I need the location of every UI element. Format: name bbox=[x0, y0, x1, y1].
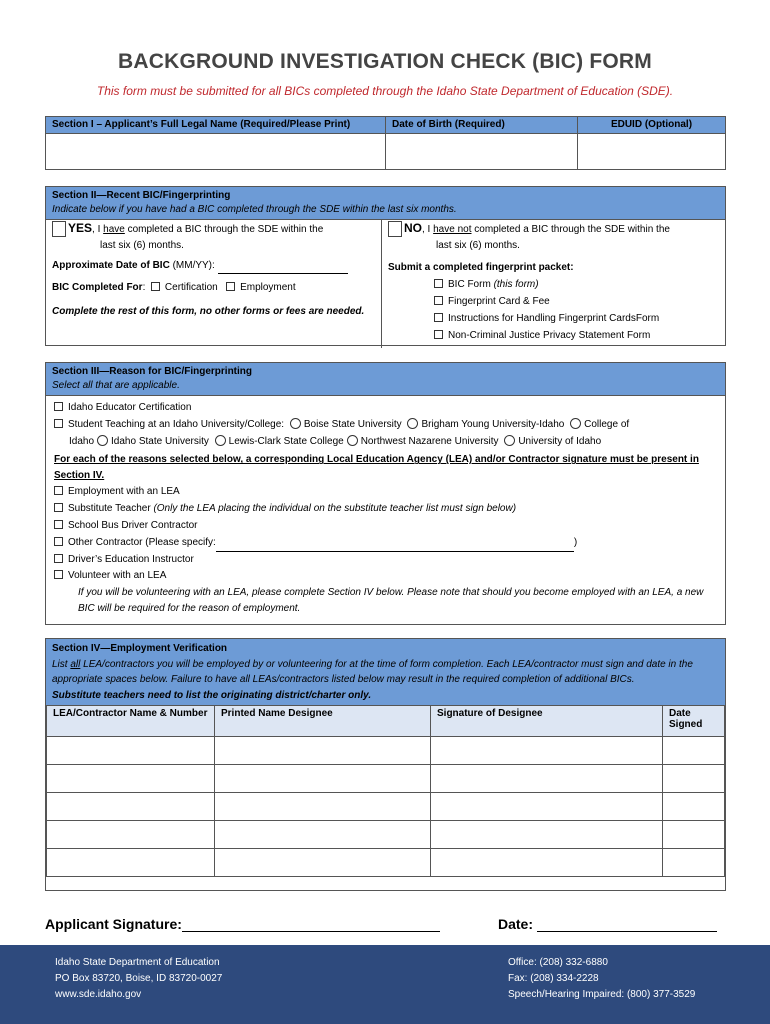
table-cell[interactable] bbox=[47, 765, 215, 793]
signature-date bbox=[498, 916, 717, 932]
table-cell[interactable] bbox=[663, 793, 725, 821]
table-cell[interactable] bbox=[215, 821, 431, 849]
section-4-header bbox=[46, 639, 725, 705]
yes-label: YES bbox=[68, 221, 93, 235]
yes-text: completed a BIC through the SDE within the bbox=[124, 224, 324, 235]
packet-item-bic-form bbox=[434, 276, 719, 293]
volunteer-checkbox[interactable] bbox=[54, 570, 63, 579]
table-cell[interactable] bbox=[431, 737, 663, 765]
eduid-header: EDUID (Optional) bbox=[578, 117, 725, 134]
table-cell[interactable] bbox=[663, 849, 725, 877]
other-contractor-label: Other Contractor (Please specify: bbox=[68, 536, 216, 548]
legal-name-column bbox=[46, 117, 386, 169]
verification-table bbox=[46, 705, 725, 877]
dob-header: Date of Birth (Required) bbox=[386, 117, 577, 134]
student-teaching-label: Student Teaching at an Idaho University/College: bbox=[68, 418, 285, 430]
college-label: College of bbox=[584, 418, 630, 430]
college-label: University of Idaho bbox=[518, 435, 602, 447]
employment-lea-checkbox[interactable] bbox=[54, 486, 63, 495]
packet-item-label: BIC Form bbox=[448, 279, 491, 290]
boise-state-radio[interactable] bbox=[290, 418, 301, 429]
substitute-teacher-checkbox[interactable] bbox=[54, 503, 63, 512]
section-3 bbox=[45, 362, 726, 625]
certification-label: Certification bbox=[164, 282, 218, 293]
signature-date-field[interactable] bbox=[537, 916, 717, 932]
applicant-signature-label: Applicant Signature: bbox=[45, 916, 182, 932]
university-of-idaho-radio[interactable] bbox=[504, 435, 515, 446]
volunteer-note: If you will be volunteering with an LEA, please complete Section IV below. Please note that should you become employed with an LEA, a new BIC will be required for the reason of employment. bbox=[78, 587, 704, 615]
northwest-nazarene-radio[interactable] bbox=[347, 435, 358, 446]
packet-item-label: Non-Criminal Justice Privacy Statement Form bbox=[448, 330, 651, 341]
footer-office: Office: (208) 332-6880 bbox=[508, 957, 608, 968]
section-2 bbox=[45, 186, 726, 346]
table-cell[interactable] bbox=[431, 849, 663, 877]
no-pre: , I bbox=[422, 224, 434, 235]
legal-name-field[interactable] bbox=[46, 134, 385, 169]
substitute-teacher-label: Substitute Teacher bbox=[68, 503, 151, 515]
col-lea-contractor: LEA/Contractor Name & Number bbox=[47, 706, 215, 737]
employment-checkbox[interactable] bbox=[226, 282, 235, 291]
table-row bbox=[47, 821, 725, 849]
eduid-field[interactable] bbox=[578, 134, 725, 169]
table-row bbox=[47, 849, 725, 877]
certification-checkbox[interactable] bbox=[151, 282, 160, 291]
table-cell[interactable] bbox=[431, 765, 663, 793]
employment-label: Employment bbox=[240, 282, 296, 293]
lea-signature-note: For each of the reasons selected below, a corresponding Local Education Agency (LEA) and/or Contractor signature must be present in Section IV. bbox=[54, 454, 699, 482]
packet-fingerprint-card-checkbox[interactable] bbox=[434, 296, 443, 305]
table-cell[interactable] bbox=[431, 793, 663, 821]
footer bbox=[0, 945, 770, 1024]
close-paren: ) bbox=[573, 536, 578, 548]
section-3-header bbox=[46, 363, 725, 396]
college-label: Lewis-Clark State College bbox=[228, 435, 344, 447]
packet-item-label: Fingerprint Card & Fee bbox=[448, 296, 550, 307]
college-label: Boise State University bbox=[303, 418, 402, 430]
dob-field[interactable] bbox=[386, 134, 577, 169]
student-teaching-checkbox[interactable] bbox=[54, 419, 63, 428]
other-contractor-field[interactable] bbox=[216, 539, 574, 552]
signature-date-label: Date: bbox=[498, 916, 534, 932]
packet-instructions-checkbox[interactable] bbox=[434, 313, 443, 322]
yes-checkbox[interactable] bbox=[52, 221, 66, 237]
no-checkbox[interactable] bbox=[388, 221, 402, 237]
approx-date-label: Approximate Date of BIC bbox=[52, 260, 170, 271]
form-title: BACKGROUND INVESTIGATION CHECK (BIC) FORM bbox=[118, 50, 652, 73]
idaho-cert-checkbox[interactable] bbox=[54, 402, 63, 411]
footer-org: Idaho State Department of Education bbox=[55, 957, 220, 968]
approx-date-field[interactable] bbox=[218, 262, 348, 274]
col-printed-name: Printed Name Designee bbox=[215, 706, 431, 737]
footer-website[interactable]: www.sde.idaho.gov bbox=[55, 989, 142, 1000]
other-contractor-checkbox[interactable] bbox=[54, 537, 63, 546]
table-cell[interactable] bbox=[47, 793, 215, 821]
complete-rest-note: Complete the rest of this form, no other forms or fees are needed. bbox=[52, 306, 365, 317]
packet-item-instructions bbox=[434, 310, 719, 327]
form-subtitle: This form must be submitted for all BICs completed through the Idaho State Department of Education (SDE). bbox=[96, 84, 674, 98]
table-cell[interactable] bbox=[47, 821, 215, 849]
approx-date-format: (MM/YY): bbox=[172, 260, 215, 271]
section-4-instr-all: all bbox=[70, 658, 81, 670]
submit-packet-label: Submit a completed fingerprint packet: bbox=[388, 262, 574, 273]
lewis-clark-radio[interactable] bbox=[215, 435, 226, 446]
table-cell[interactable] bbox=[431, 821, 663, 849]
table-cell[interactable] bbox=[663, 737, 725, 765]
section-3-title: Section III—Reason for BIC/Fingerprinting bbox=[52, 366, 253, 377]
table-cell[interactable] bbox=[215, 849, 431, 877]
applicant-signature bbox=[45, 916, 440, 932]
yes-panel bbox=[46, 220, 382, 348]
table-cell[interactable] bbox=[663, 765, 725, 793]
college-label: Idaho bbox=[69, 435, 95, 447]
bic-form-note: (this form) bbox=[493, 279, 539, 290]
applicant-signature-field[interactable] bbox=[182, 916, 440, 932]
packet-item-privacy bbox=[434, 327, 719, 344]
section-4-instr-pre: List bbox=[52, 658, 71, 670]
no-have-not: have not bbox=[433, 224, 472, 235]
volunteer-label: Volunteer with an LEA bbox=[68, 570, 167, 582]
no-label: NO bbox=[404, 221, 422, 235]
no-text-2: last six (6) months. bbox=[436, 240, 520, 251]
packet-item-label: Instructions for Handling Fingerprint CardsForm bbox=[448, 313, 660, 324]
no-panel bbox=[382, 220, 725, 348]
footer-tty: Speech/Hearing Impaired: (800) 377-3529 bbox=[508, 989, 696, 1000]
table-row bbox=[47, 765, 725, 793]
section-4 bbox=[45, 638, 726, 891]
footer-fax: Fax: (208) 334-2228 bbox=[508, 973, 599, 984]
college-label: Northwest Nazarene University bbox=[360, 435, 499, 447]
footer-address: PO Box 83720, Boise, ID 83720-0027 bbox=[55, 973, 223, 984]
section-2-header bbox=[46, 187, 725, 220]
packet-item-fingerprint-card bbox=[434, 293, 719, 310]
section-2-title: Section II—Recent BIC/Fingerprinting bbox=[52, 190, 231, 201]
col-date-signed: Date Signed bbox=[663, 706, 725, 737]
table-row bbox=[47, 793, 725, 821]
yes-have: have bbox=[103, 224, 125, 235]
substitute-note: Substitute teachers need to list the originating district/charter only. bbox=[52, 689, 372, 701]
packet-bic-form-checkbox[interactable] bbox=[434, 279, 443, 288]
college-label: Brigham Young University-Idaho bbox=[421, 418, 565, 430]
no-text: completed a BIC through the SDE within the bbox=[471, 224, 670, 235]
table-cell[interactable] bbox=[215, 737, 431, 765]
packet-privacy-checkbox[interactable] bbox=[434, 330, 443, 339]
college-of-idaho-radio[interactable] bbox=[570, 418, 581, 429]
employment-lea-label: Employment with an LEA bbox=[68, 486, 180, 498]
yes-pre: , I bbox=[92, 224, 104, 235]
drivers-ed-checkbox[interactable] bbox=[54, 554, 63, 563]
table-cell[interactable] bbox=[215, 765, 431, 793]
table-cell[interactable] bbox=[47, 849, 215, 877]
section-1 bbox=[45, 116, 726, 170]
bus-driver-label: School Bus Driver Contractor bbox=[68, 519, 198, 531]
table-cell[interactable] bbox=[215, 793, 431, 821]
substitute-teacher-note: (Only the LEA placing the individual on the substitute teacher list must sign below) bbox=[153, 503, 517, 515]
table-row bbox=[47, 737, 725, 765]
section-4-title: Section IV—Employment Verification bbox=[52, 643, 228, 654]
yes-text-2: last six (6) months. bbox=[100, 240, 184, 251]
completed-for-colon: : bbox=[142, 282, 146, 293]
eduid-column bbox=[578, 117, 725, 169]
byu-idaho-radio[interactable] bbox=[407, 418, 418, 429]
section-3-instruction: Select all that are applicable. bbox=[52, 380, 180, 391]
section-2-instruction: Indicate below if you have had a BIC completed through the SDE within the last six months. bbox=[52, 204, 457, 215]
idaho-state-radio[interactable] bbox=[97, 435, 108, 446]
legal-name-header: Section I – Applicant’s Full Legal Name (Required/Please Print) bbox=[46, 117, 385, 134]
table-cell[interactable] bbox=[47, 737, 215, 765]
col-signature: Signature of Designee bbox=[431, 706, 663, 737]
dob-column bbox=[386, 117, 578, 169]
drivers-ed-label: Driver’s Education Instructor bbox=[68, 553, 194, 565]
completed-for-label: BIC Completed For bbox=[52, 282, 143, 293]
bus-driver-checkbox[interactable] bbox=[54, 520, 63, 529]
college-label: Idaho State University bbox=[111, 435, 209, 447]
idaho-cert-label: Idaho Educator Certification bbox=[68, 402, 192, 413]
table-cell[interactable] bbox=[663, 821, 725, 849]
section-4-instruction: LEA/contractors you will be employed by or volunteering for at the time of form completion. Each LEA/contractor must sign and date in the appropriate spaces below. Failure to have all LEAs/contractors listed below may result in the required completion of additional BICs. bbox=[52, 658, 693, 685]
